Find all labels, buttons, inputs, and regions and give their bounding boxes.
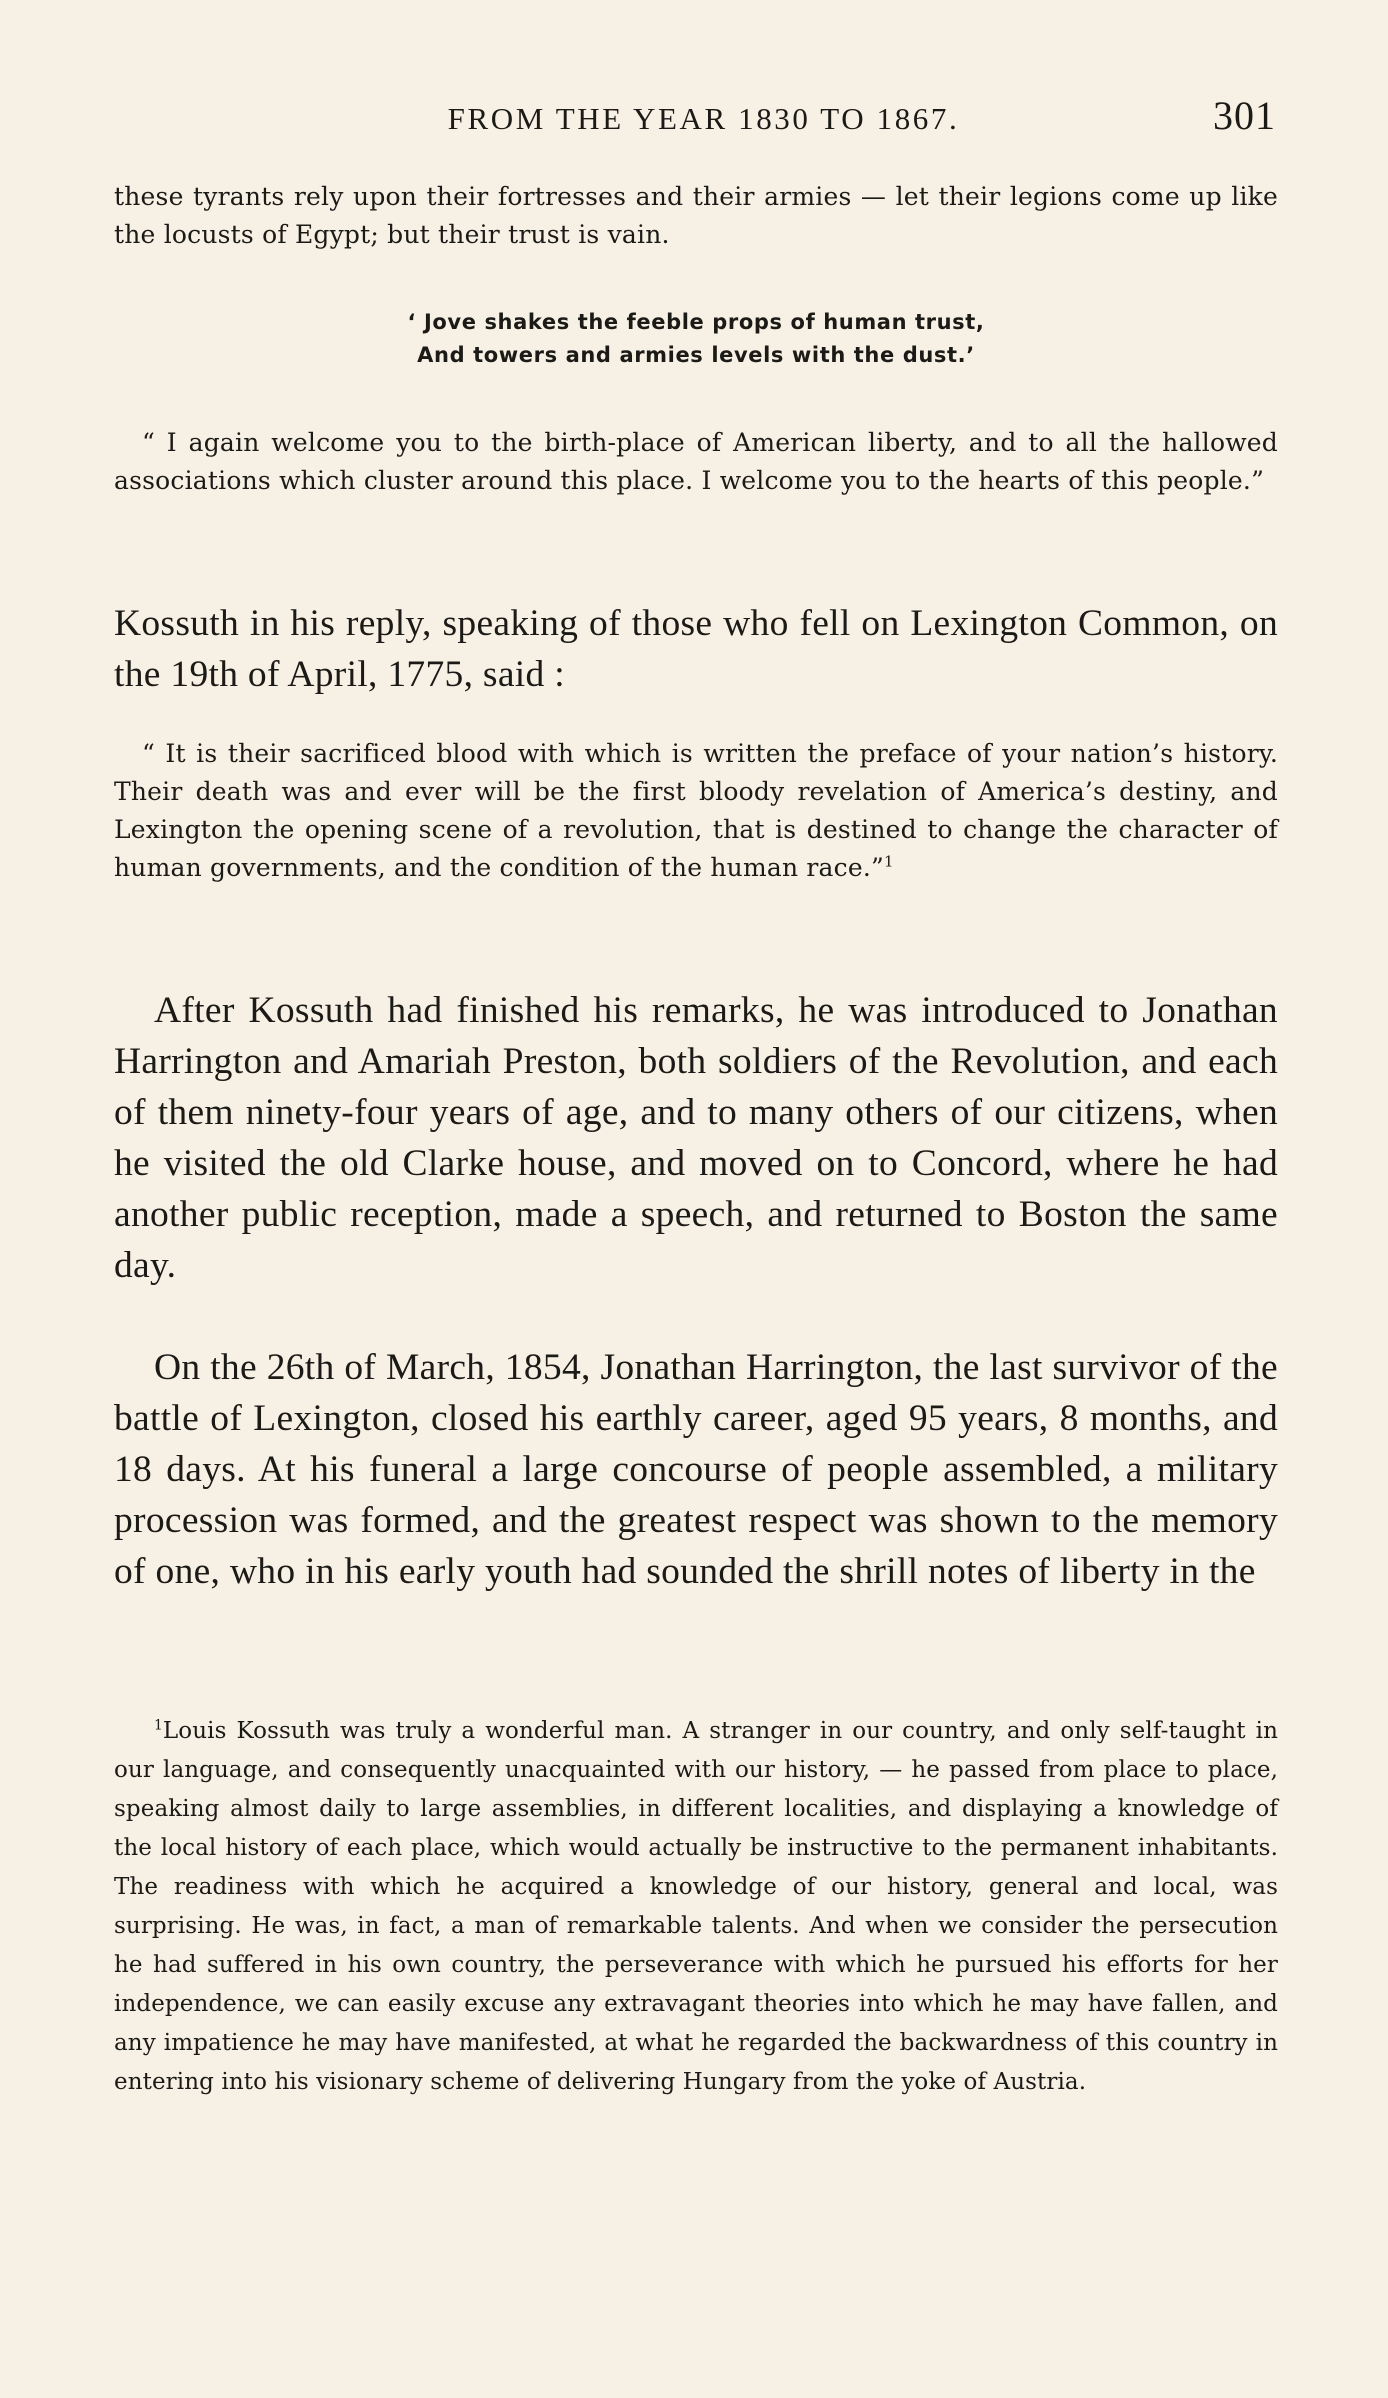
running-title: FROM THE YEAR 1830 TO 1867.	[447, 101, 960, 136]
paragraph-welcome: “ I again welcome you to the birth-place of American liberty, and to all the hallowed associations which cluster around this place. I welcome you to the hearts of this people.”	[114, 428, 1278, 495]
paragraph-kossuth-reply: Kossuth in his reply, speaking of those who fell on Lexington Common, on the 19th of April, 1775, said :	[114, 603, 1278, 695]
kossuth-quotation	[114, 735, 1278, 887]
verse-line: And towers and armies levels with the dust.’	[417, 343, 975, 367]
page-number: 301	[1213, 93, 1276, 138]
running-head	[114, 92, 1276, 140]
footnote-text: Louis Kossuth was truly a wonderful man. A stranger in our country, and only self-taught in our language, and consequently unacquainted with our history, — he passed from place to place, speaking almost daily to large assemblies, in different localities, and displaying a knowledge of the local history of each place, which would actually be instructive to the permanent inhabitants. The readiness with which he acquired a knowledge of our history, general and local, was surprising. He was, in fact, a man of remarkable talents. And when we consider the persecution he had suffered in his own country, the perseverance with which he pursued his efforts for her independence, we can easily excuse any extravagant theories into which he may have fallen, and any impatience he may have manifested, at what he regarded the backwardness of this country in entering into his visionary scheme of delivering Hungary from the yoke of Austria.	[114, 1718, 1278, 2095]
paragraph-continued: these tyrants rely upon their fortresses and their armies — let their legions come up like the locusts of Egypt; but their trust is vain.	[114, 182, 1278, 249]
paragraph-introduction: After Kossuth had finished his remarks, he was introduced to Jonathan Harrington and Amariah Preston, both soldiers of the Revolution, and each of them ninety-four years of age, and to many others of our citizens, when he visited the old Clarke house, and moved on to Concord, where he had another public reception, made a speech, and returned to Boston the same day.	[114, 990, 1278, 1286]
paragraph-harrington: On the 26th of March, 1854, Jonathan Harrington, the last survivor of the battle of Lexington, closed his earthly career, aged 95 years, 8 months, and 18 days. At his funeral a large concourse of people assembled, a military procession was formed, and the greatest respect was shown to the memory of one, who in his early youth had sounded the shrill notes of liberty in the	[114, 1347, 1278, 1592]
verse-quotation	[114, 306, 1278, 372]
footnote	[114, 1712, 1278, 2102]
quotation-text: “ It is their sacrificed blood with which is written the preface of your nation’s history. Their death was and ever will be the first bloody revelation of America’s destiny, and Lexington the opening scene of a revolution, that is destined to change the character of human governments, and the condition of the human race.”	[114, 739, 1278, 882]
footnote-marker: 1	[154, 1717, 163, 1734]
footnote-reference: 1	[883, 852, 894, 871]
verse-line: ‘ Jove shakes the feeble props of human trust,	[407, 310, 985, 334]
